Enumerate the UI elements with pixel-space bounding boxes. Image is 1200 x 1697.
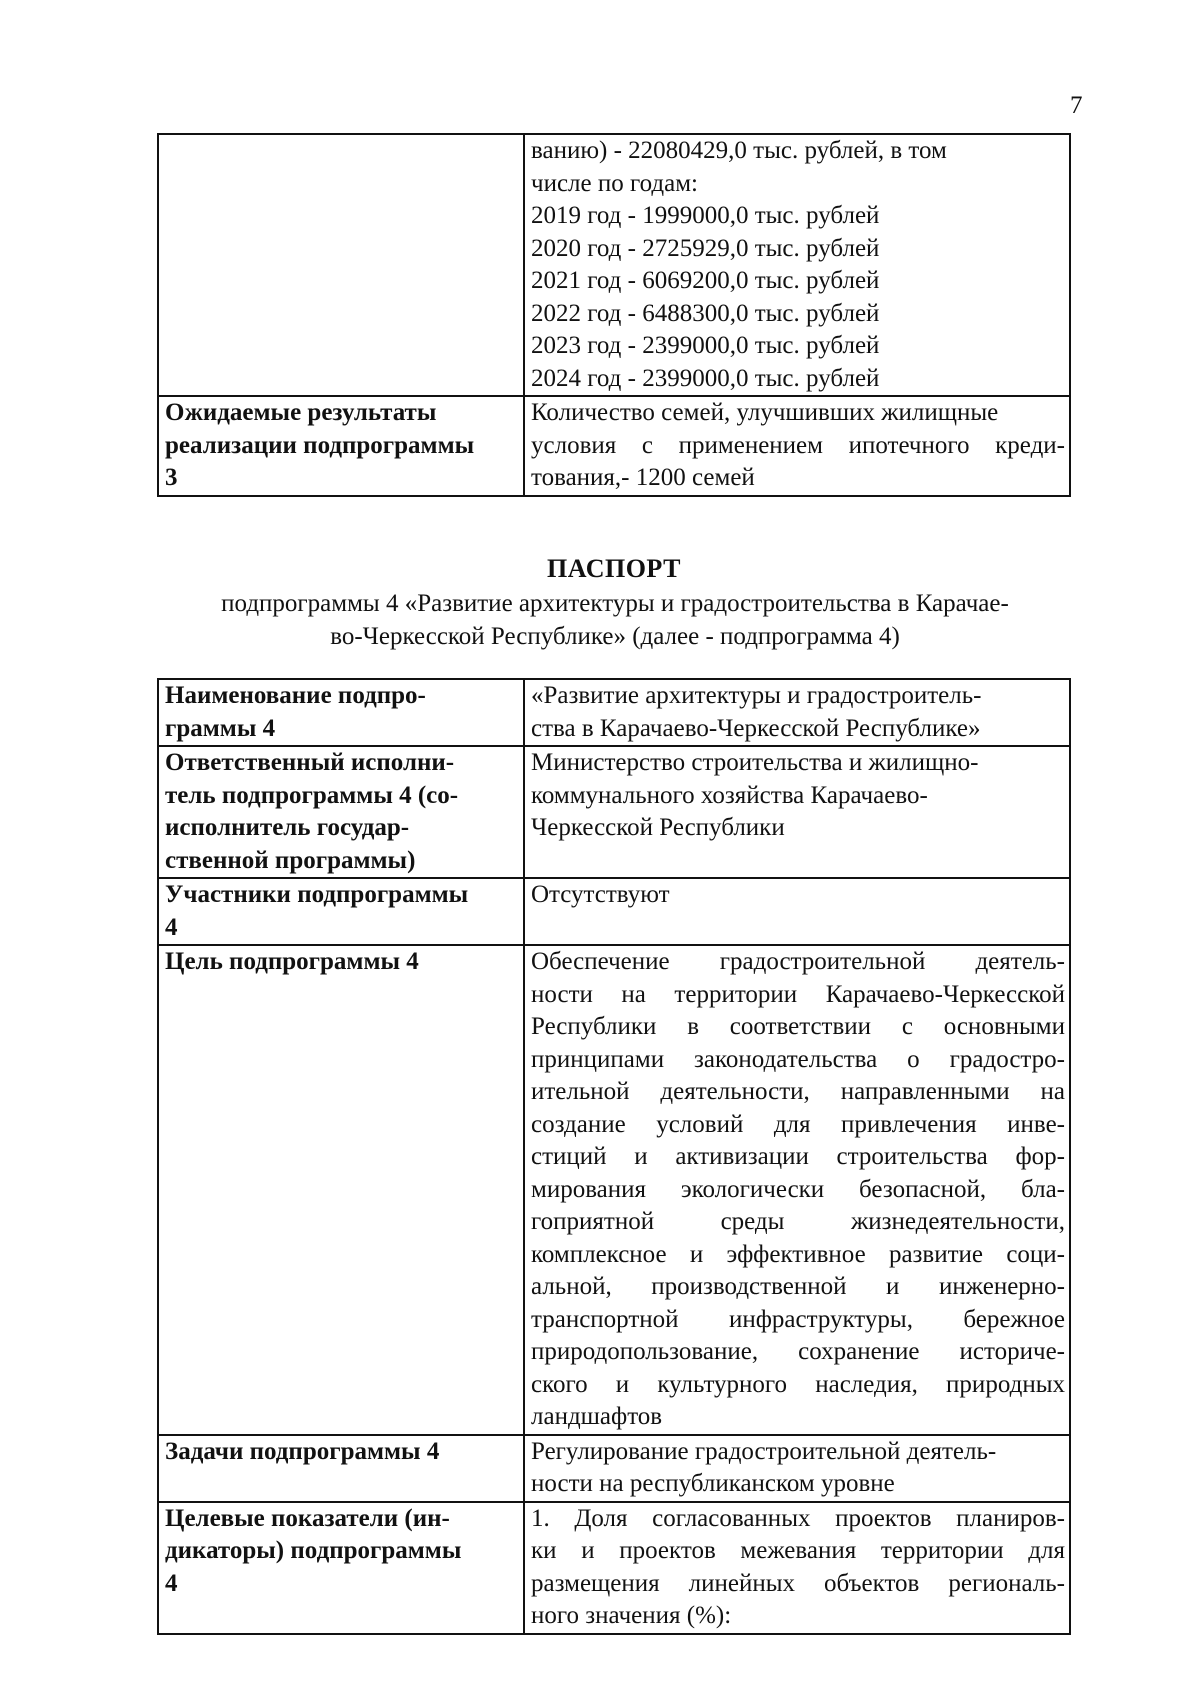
value-line: ности на территории Карачаево-Черкесской	[531, 980, 1065, 1008]
value-line: условия с применением ипотечного креди-	[531, 431, 1065, 459]
expected-results-label	[158, 396, 524, 496]
label-line: дикаторы) подпрограммы	[165, 1537, 462, 1564]
value-line: мирования экологически безопасной, бла-	[531, 1175, 1065, 1203]
value-line: Регулирование градостроительной деятель-	[531, 1437, 997, 1465]
goal-label	[158, 945, 524, 1435]
indicators-value	[524, 1502, 1070, 1634]
funding-year-line: 2019 год - 1999000,0 тыс. рублей	[531, 202, 880, 229]
label-line: ственной программы)	[165, 846, 416, 874]
label-line: Ожидаемые результаты	[165, 399, 437, 426]
passport-subtitle	[150, 587, 1080, 653]
table-row	[158, 679, 1070, 746]
funding-value-cell	[524, 134, 1070, 396]
tasks-label	[158, 1435, 524, 1502]
value-line: альной, производственной и инженерно-	[531, 1273, 1065, 1300]
participants-label	[158, 878, 524, 945]
label-line: Участники подпрограммы	[165, 881, 469, 908]
funding-year-line: 2022 год - 6488300,0 тыс. рублей	[531, 299, 880, 327]
value-line: принципами законодательства о градостро-	[531, 1045, 1065, 1073]
table-row	[158, 134, 1070, 396]
value-line: стиций и активизации строительства фор-	[531, 1143, 1065, 1170]
tasks-value	[524, 1435, 1070, 1502]
page-number: 7	[1070, 92, 1083, 119]
value-line: коммунального хозяйства Карачаево-	[531, 781, 928, 809]
value-line: Черкесской Республики	[531, 814, 785, 841]
value-line: тования,- 1200 семей	[531, 464, 755, 491]
value-line: ского и культурного наследия, природных	[531, 1370, 1065, 1398]
value-line: ного значения (%):	[531, 1602, 732, 1629]
funding-year-line: 2023 год - 2399000,0 тыс. рублей	[531, 332, 880, 359]
value-line: природопользование, сохранение историче-	[531, 1338, 1065, 1365]
value-line: Количество семей, улучшивших жилищные	[531, 399, 999, 426]
table-row	[158, 1435, 1070, 1502]
empty-label-cell	[158, 134, 524, 396]
value-line: ства в Карачаево-Черкесской Республике»	[531, 714, 981, 742]
value-line: транспортной инфраструктуры, бережное	[531, 1305, 1065, 1333]
label-line: 4	[165, 1569, 178, 1597]
indicators-label	[158, 1502, 524, 1634]
value-line: 1. Доля согласованных проектов планиров-	[531, 1504, 1065, 1532]
label-line: Наименование подпро-	[165, 682, 426, 709]
goal-value	[524, 945, 1070, 1435]
passport-title: ПАСПОРТ	[547, 554, 681, 583]
value-line: размещения линейных объектов региональ-	[531, 1569, 1065, 1597]
subtitle-line: подпрограммы 4 «Развитие архитектуры и градостроительства в Карачае-	[221, 590, 1009, 617]
table-row	[158, 746, 1070, 878]
label-line: граммы 4	[165, 714, 276, 742]
value-line: ительной деятельности, направленными на	[531, 1078, 1065, 1105]
value-line: ки и проектов межевания территории для	[531, 1537, 1065, 1564]
participants-value	[524, 878, 1070, 945]
value-line: создание условий для привлечения инве-	[531, 1110, 1065, 1138]
name-label	[158, 679, 524, 746]
passport-table	[157, 678, 1071, 1635]
executor-value	[524, 746, 1070, 878]
value-line: Обеспечение градостроительной деятель-	[531, 948, 1065, 975]
value-line: Министерство строительства и жилищно-	[531, 749, 979, 776]
value-line: «Развитие архитектуры и градостроитель-	[531, 682, 982, 709]
label-line: реализации подпрограммы	[165, 431, 475, 459]
value-line: Республики в соответствии с основными	[531, 1013, 1065, 1040]
value-line: комплексное и эффективное развитие соци-	[531, 1240, 1065, 1268]
funding-year-line: 2024 год - 2399000,0 тыс. рублей	[531, 364, 880, 392]
value-line: ландшафтов	[531, 1403, 663, 1430]
funding-line: ванию) - 22080429,0 тыс. рублей, в том	[531, 137, 947, 164]
funding-table-continuation	[157, 133, 1071, 497]
label-line: Задачи подпрограммы 4	[165, 1437, 440, 1465]
value-line: Отсутствуют	[531, 881, 670, 908]
funding-line: числе по годам:	[531, 169, 698, 197]
name-value	[524, 679, 1070, 746]
table-row	[158, 1502, 1070, 1634]
expected-results-value	[524, 396, 1070, 496]
label-line: 3	[165, 464, 178, 491]
label-line: Ответственный исполни-	[165, 749, 455, 776]
value-line: гоприятной среды жизнедеятельности,	[531, 1208, 1065, 1235]
label-line: 4	[165, 913, 178, 941]
table-row	[158, 396, 1070, 496]
label-line: Цель подпрограммы 4	[165, 948, 419, 975]
funding-year-line: 2021 год - 6069200,0 тыс. рублей	[531, 267, 880, 294]
subtitle-line: во-Черкесской Республике» (далее - подпрограмма 4)	[330, 623, 900, 650]
table-row	[158, 878, 1070, 945]
label-line: Целевые показатели (ин-	[165, 1504, 450, 1532]
label-line: тель подпрограммы 4 (со-	[165, 781, 459, 809]
executor-label	[158, 746, 524, 878]
table-row	[158, 945, 1070, 1435]
funding-year-line: 2020 год - 2725929,0 тыс. рублей	[531, 234, 880, 262]
value-line: ности на республиканском уровне	[531, 1470, 895, 1497]
label-line: исполнитель государ-	[165, 814, 410, 841]
